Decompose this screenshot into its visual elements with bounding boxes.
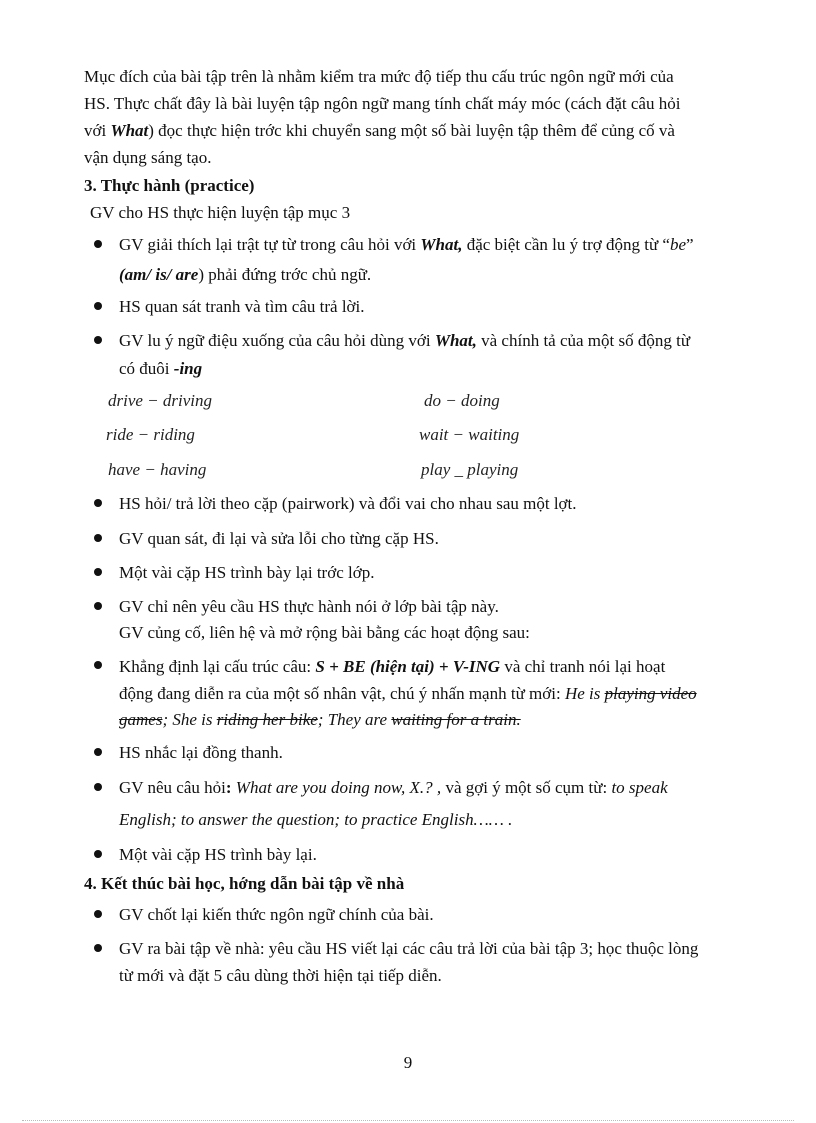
s3-bullet-1: GV giải thích lại trật tự từ trong câu hỏi với What, đặc biệt cần lu ý trợ động từ “be” [119,235,694,254]
bullet-icon [94,336,102,344]
bullet-icon [94,499,102,507]
s4-bullet-2: GV ra bài tập về nhà: yêu cầu HS viết lại các câu trả lời của bài tập 3; học thuộc lòng [119,939,699,958]
s3-bullet-10: GV nêu câu hỏi: What are you doing now, X.? , và gợi ý một số cụm từ: to speak [119,778,668,797]
ing-pair-left: drive − driving [108,391,213,410]
bullet-icon [94,240,102,248]
section-4-heading: 4. Kết thúc bài học, hớng dẫn bài tập về nhà [84,874,405,893]
s3-bullet-7-cont: GV củng cố, liên hệ và mở rộng bài bằng các hoạt động sau: [119,623,530,642]
s3-bullet-10-cont: English; to answer the question; to practice English…… . [119,810,513,829]
ing-pair-right: play _ playing [421,460,519,479]
bullet-icon [94,944,102,952]
section-3-intro: GV cho HS thực hiện luyện tập mục 3 [90,203,351,222]
ing-pair-right: do − doing [424,391,500,410]
bullet-icon [94,783,102,791]
s3-bullet-7: GV chỉ nên yêu cầu HS thực hành nói ở lớp bài tập này. [119,597,499,616]
s3-bullet-8: Khẳng định lại cấu trúc câu: S + BE (hiện tại) + V-ING và chỉ tranh nói lại hoạt [119,657,666,676]
s3-bullet-3-cont: có đuôi -ing [119,359,203,378]
page-divider [22,1120,794,1121]
s3-bullet-8-cont: động đang diễn ra của một số nhân vật, chú ý nhấn mạnh từ mới: He is playing video [119,684,697,703]
bullet-icon [94,568,102,576]
page-number: 9 [403,1053,413,1072]
bullet-icon [94,748,102,756]
section-3-heading: 3. Thực hành (practice) [84,176,255,195]
s3-bullet-8-examples: games; She is riding her bike; They are waiting for a train. [119,710,521,729]
intro-line-4: vận dụng sáng tạo. [84,148,212,167]
bullet-icon [94,302,102,310]
bullet-icon [94,602,102,610]
s3-bullet-2: HS quan sát tranh và tìm câu trả lời. [119,297,365,316]
bullet-icon [94,534,102,542]
bullet-icon [94,910,102,918]
s4-bullet-2-cont: từ mới và đặt 5 câu dùng thời hiện tại tiếp diễn. [119,966,442,985]
bullet-icon [94,661,102,669]
s3-bullet-5: GV quan sát, đi lại và sửa lỗi cho từng cặp HS. [119,529,439,548]
s3-bullet-1-cont: (am/ is/ are) phải đứng trớc chủ ngữ. [119,265,372,284]
intro-line-1: Mục đích của bài tập trên là nhằm kiểm tra mức độ tiếp thu cấu trúc ngôn ngữ mới của [84,67,674,86]
ing-pair-left: have − having [108,460,207,479]
s4-bullet-1: GV chốt lại kiến thức ngôn ngữ chính của bài. [119,905,434,924]
ing-pair-left: ride − riding [106,425,195,444]
s3-bullet-6: Một vài cặp HS trình bày lại trớc lớp. [119,563,375,582]
ing-pair-right: wait − waiting [419,425,520,444]
s3-bullet-9: HS nhắc lại đồng thanh. [119,743,283,762]
s3-bullet-3: GV lu ý ngữ điệu xuống của câu hỏi dùng với What, và chính tả của một số động từ [119,331,691,350]
s3-bullet-11: Một vài cặp HS trình bày lại. [119,845,317,864]
intro-line-3: với What) đọc thực hiện trớc khi chuyển sang một số bài luyện tập thêm để củng cố và [84,121,675,140]
intro-line-2: HS. Thực chất đây là bài luyện tập ngôn ngữ mang tính chất máy móc (cách đặt câu hỏi [84,94,681,113]
s3-bullet-4: HS hỏi/ trả lời theo cặp (pairwork) và đổi vai cho nhau sau một lợt. [119,494,577,513]
bullet-icon [94,850,102,858]
